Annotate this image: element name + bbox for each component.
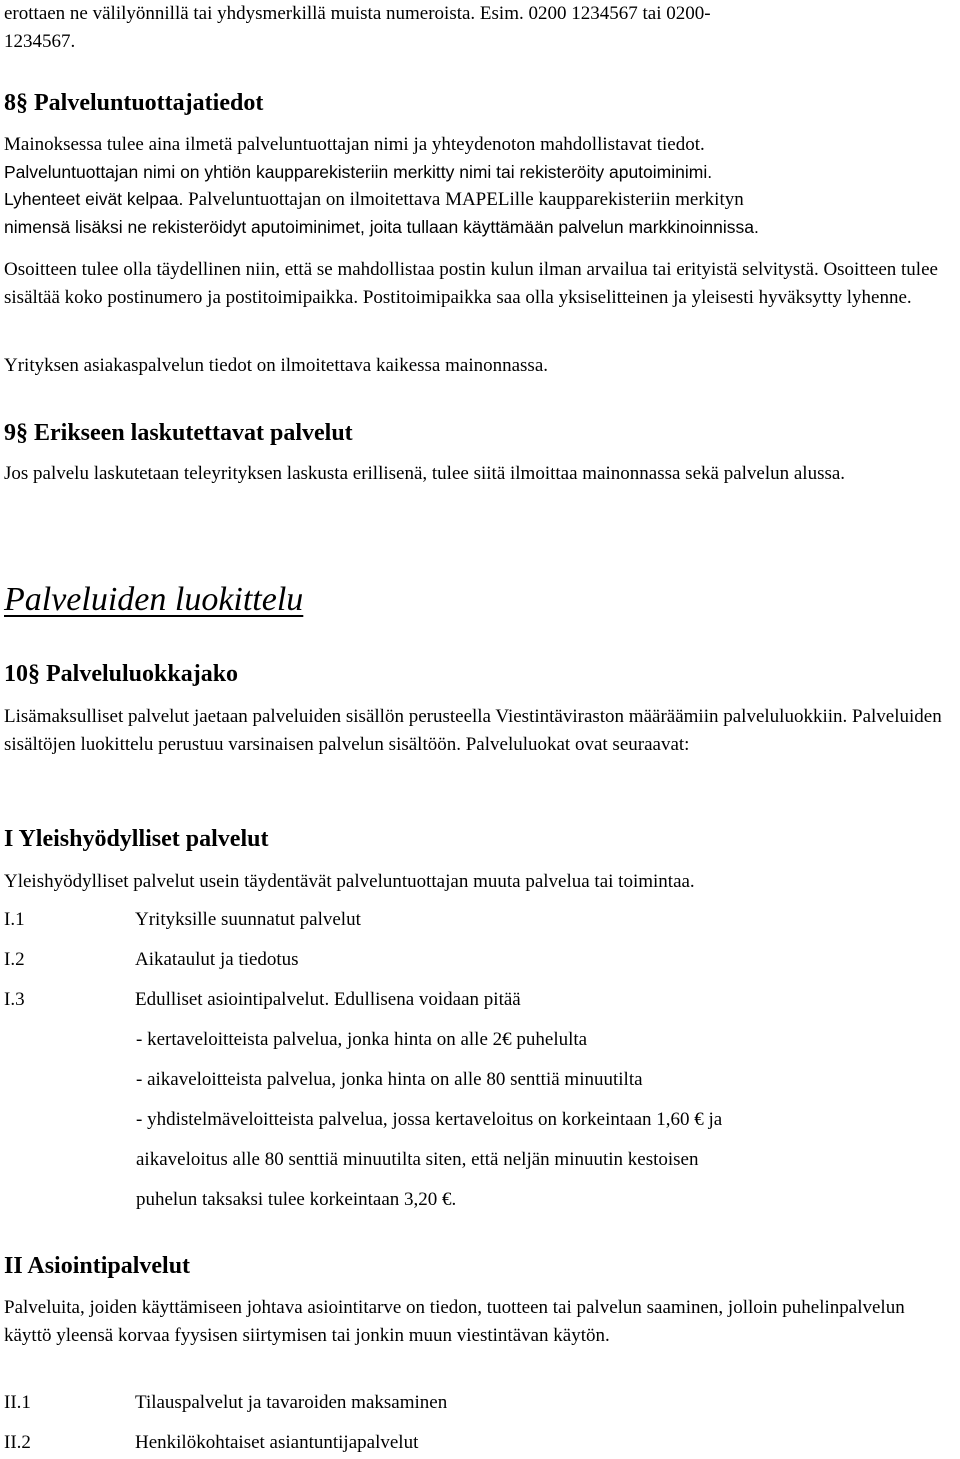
list-item-text: Edulliset asiointipalvelut. Edullisena voidaan pitää — [135, 989, 521, 1010]
list-item-text: Yrityksille suunnatut palvelut — [135, 909, 361, 930]
section-sign-icon: § — [16, 420, 28, 446]
dash-item: - kertaveloitteista palvelua, jonka hinta on alle 2€ puhelulta — [136, 1029, 588, 1050]
list-item-code: II.2 — [4, 1432, 31, 1453]
list-item-text: Aikataulut ja tiedotus — [135, 949, 299, 970]
list-item-code: I.3 — [4, 989, 25, 1010]
section-10-number: 10 — [4, 661, 28, 687]
class-ii-paragraph: Palveluita, joiden käyttämiseen johtava asiointitarve on tiedon, tuotteen tai palvelun saaminen, jolloin puhelinpalvelun käyttö yleensä korvaa fyysisen siirtymisen tai jonkin muun viestintävan käytön. — [4, 1297, 905, 1346]
section-10-paragraph-1: Lisämaksulliset palvelut jaetaan palveluiden sisällön perusteella Viestintäviraston määräämiin palveluluokkiin. Palveluiden sisältöjen luokittelu perustuu varsinaisen palvelun sisältöön. Palveluluokat ovat seuraavat: — [4, 706, 942, 755]
section-8-title: Palveluntuottajatiedot — [34, 90, 264, 116]
class-i-heading: I Yleishyödylliset palvelut — [4, 826, 269, 852]
class-ii-heading: II Asiointipalvelut — [4, 1253, 191, 1279]
section-9-title: Erikseen laskutettavat palvelut — [34, 420, 353, 446]
section-10-title: Palveluluokkajako — [46, 661, 239, 687]
dash-item: - yhdistelmäveloitteista palvelua, jossa kertaveloitus on korkeintaan 1,60 € ja — [136, 1109, 723, 1130]
section-8-paragraph-2: Osoitteen tulee olla täydellinen niin, että se mahdollistaa postin kulun ilman arvailua tai erityistä selvitystä. Osoitteen tulee sisältää koko postinumero ja postitoimipaikka. Postitoimipaikka saa olla yksiselitteinen ja yleisesti hyväksytty lyhenne. — [4, 259, 938, 308]
class-i-paragraph: Yleishyödylliset palvelut usein täydentävät palveluntuottajan muuta palvelua tai toimintaa. — [4, 871, 695, 892]
intro-paragraph — [4, 0, 956, 55]
section-sign-icon: § — [28, 661, 40, 687]
section-8-heading — [4, 88, 956, 118]
main-title: Palveluiden luokittelu — [4, 581, 304, 618]
list-item-text: Tilauspalvelut ja tavaroiden maksaminen — [135, 1392, 448, 1413]
section-8-paragraph-1 — [4, 131, 956, 241]
section-8-paragraph-3: Yrityksen asiakaspalvelun tiedot on ilmoitettava kaikessa mainonnassa. — [4, 355, 549, 376]
section-sign-icon: § — [16, 90, 28, 116]
dash-item: - aikaveloitteista palvelua, jonka hinta on alle 80 senttiä minuutilta — [136, 1069, 643, 1090]
list-item — [4, 1429, 418, 1456]
list-item-text: Henkilökohtaiset asiantuntijapalvelut — [135, 1432, 419, 1453]
section-8-line-4: nimensä lisäksi ne rekisteröidyt aputoiminimet, joita tullaan käyttämään palvelun markkinoinnissa. — [4, 216, 759, 237]
list-item-code: I.1 — [4, 909, 25, 930]
list-item — [4, 946, 299, 973]
section-8-number: 8 — [4, 90, 16, 116]
section-9-paragraph-1: Jos palvelu laskutetaan teleyrityksen laskusta erillisenä, tulee siitä ilmoittaa mainonnassa sekä palvelun alussa. — [4, 463, 846, 484]
section-9-number: 9 — [4, 420, 16, 446]
list-item — [4, 906, 361, 933]
section-8-line-2: Palveluntuottajan nimi on yhtiön kaupparekisteriin merkitty nimi tai rekisteröity aputoiminimi. — [4, 161, 713, 182]
section-10-heading — [4, 659, 956, 689]
section-8-line-3a: Lyhenteet eivät kelpaa. — [4, 189, 184, 209]
intro-line-2: 1234567. — [4, 30, 76, 52]
section-9-heading — [4, 418, 956, 448]
section-8-line-1: Mainoksessa tulee aina ilmetä palveluntuottajan nimi ja yhteydenoton mahdollistavat tiedot. — [4, 134, 705, 155]
dash-item: puhelun taksaksi tulee korkeintaan 3,20 €. — [136, 1189, 457, 1210]
dash-item: aikaveloitus alle 80 senttiä minuutilta siten, että neljän minuutin kestoisen — [136, 1149, 699, 1170]
list-item — [4, 1389, 447, 1416]
intro-line-1: erottaen ne välilyönnillä tai yhdysmerkillä muista numeroista. Esim. 0200 1234567 tai 0200- — [4, 3, 711, 24]
list-item-code: II.1 — [4, 1392, 31, 1413]
section-8-line-3b: Palveluntuottajan on ilmoitettava MAPELille kaupparekisteriin merkityn — [183, 189, 744, 210]
list-item — [4, 986, 521, 1013]
list-item-code: I.2 — [4, 949, 25, 970]
